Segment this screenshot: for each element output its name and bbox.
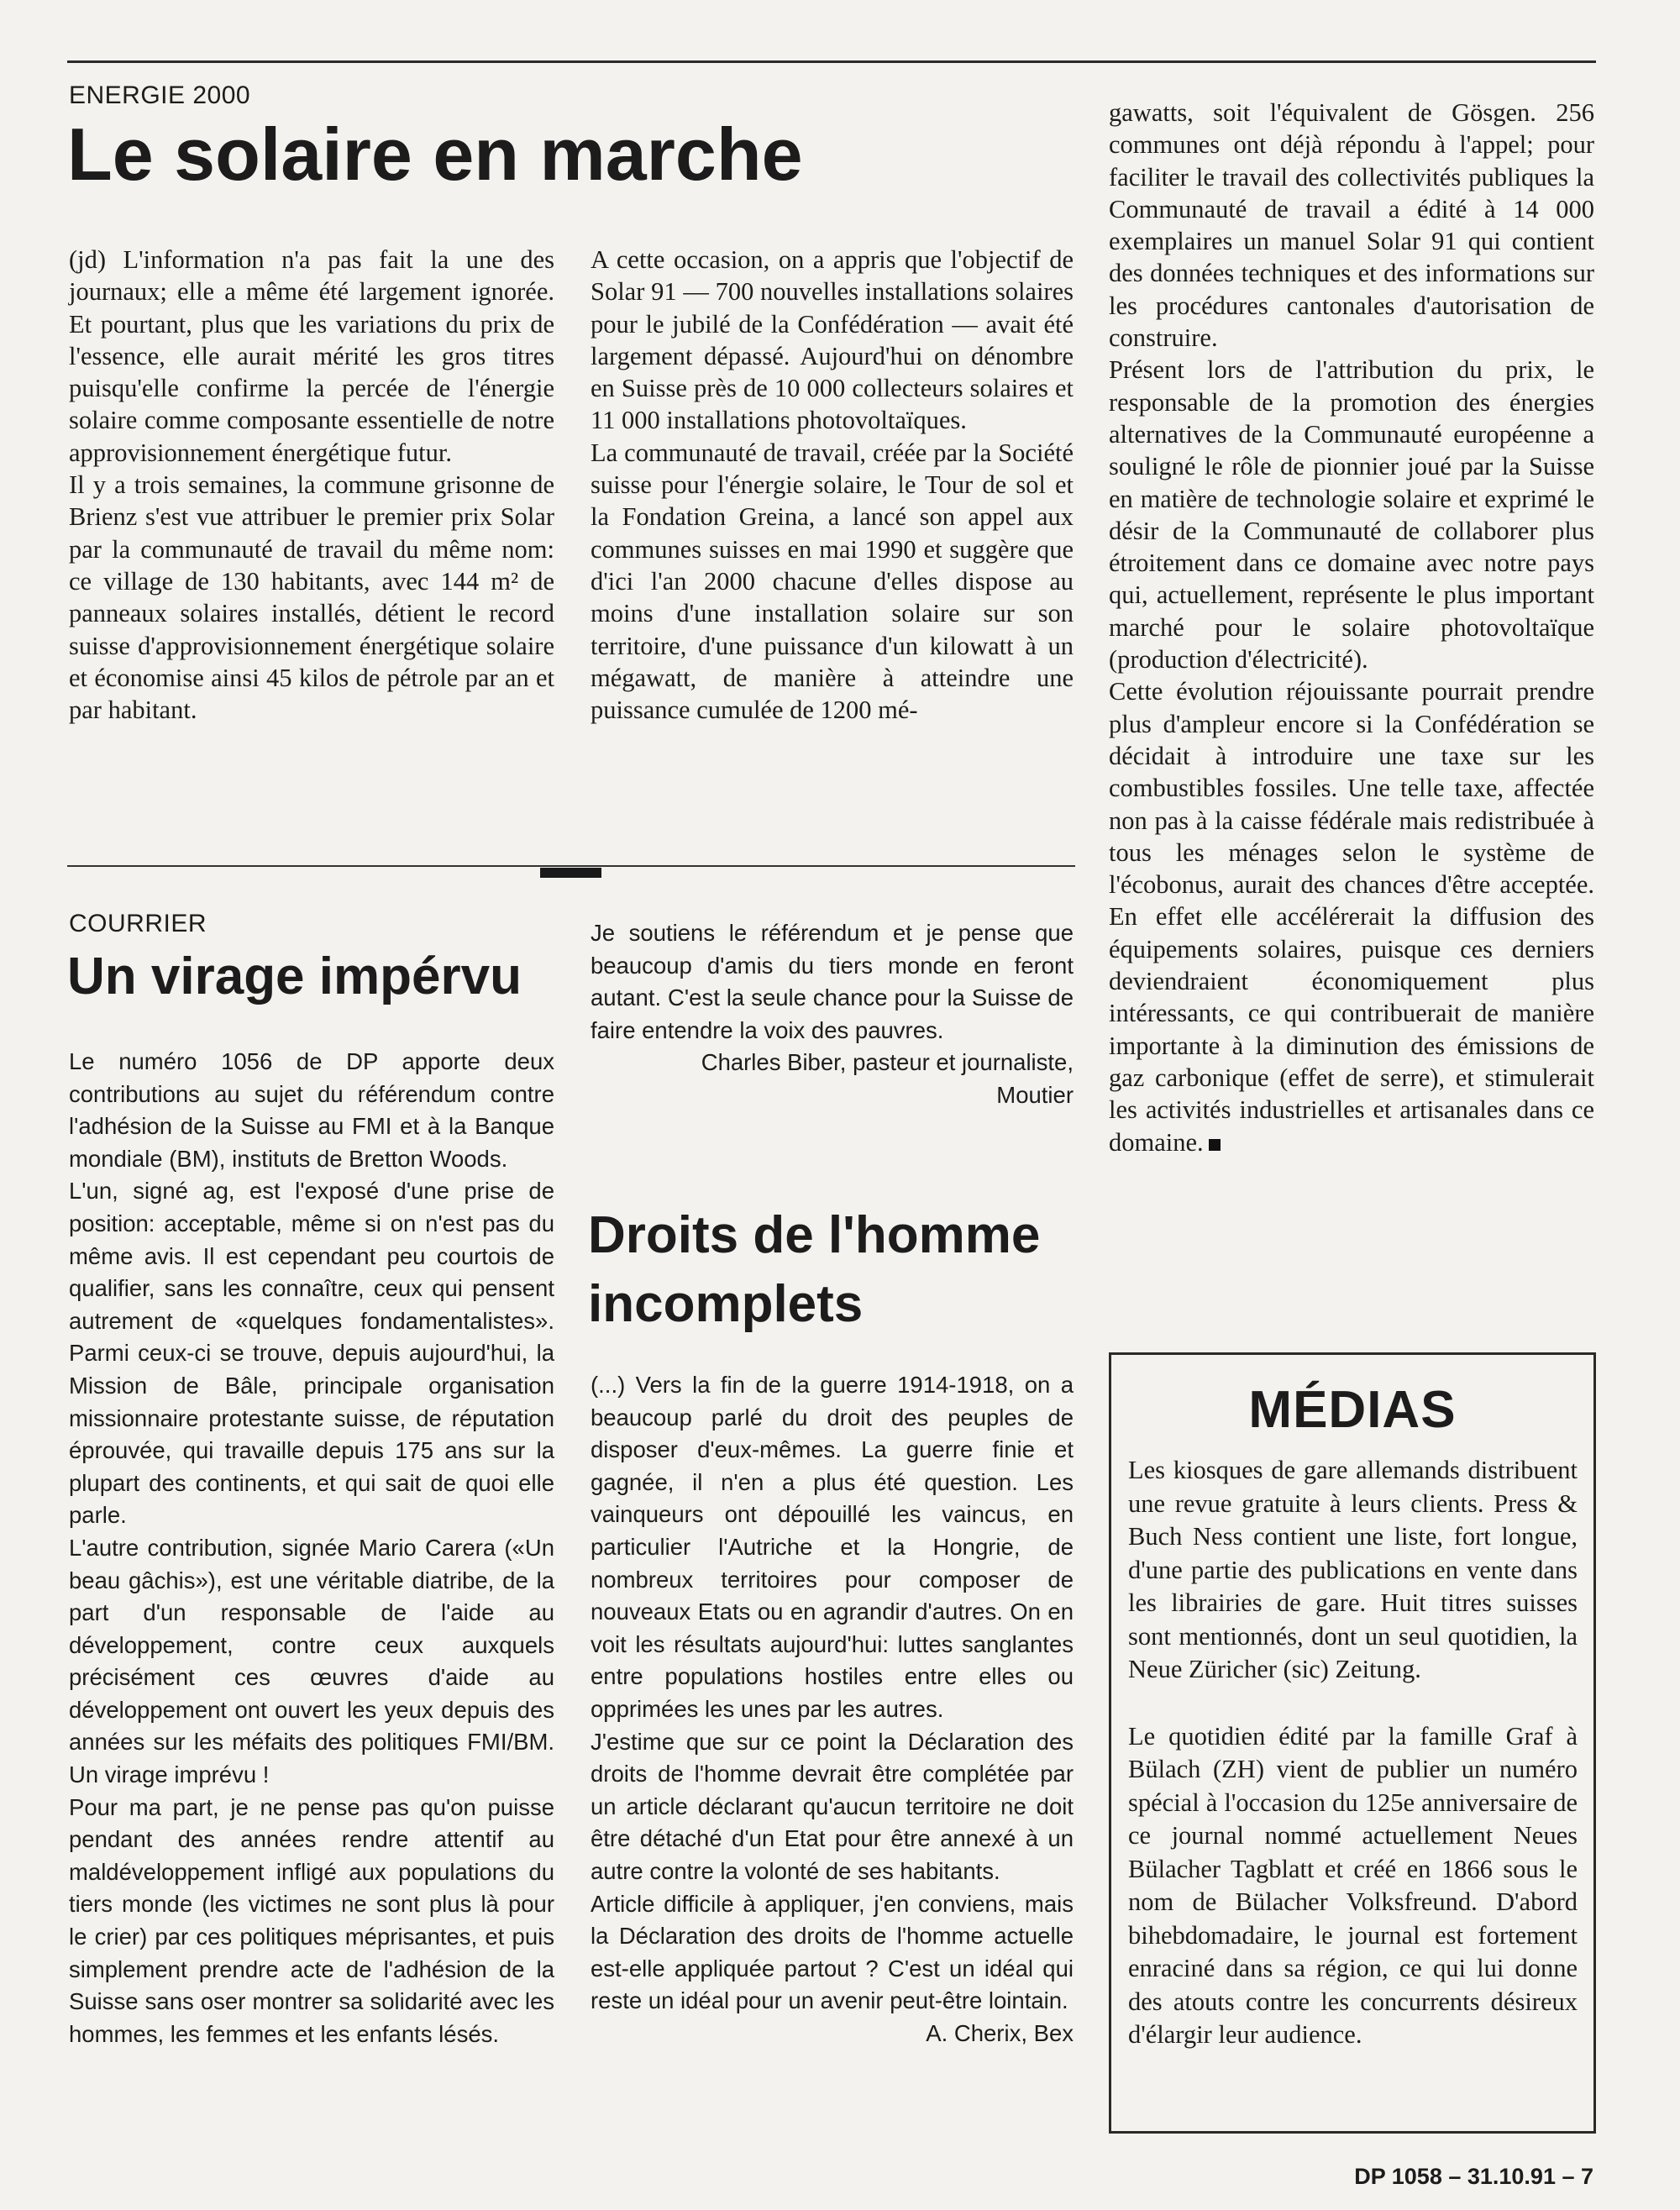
headline-droits (588, 1201, 1040, 1339)
paragraph: A cette occasion, on a appris que l'objectif de Solar 91 — 700 nouvelles installations solaires pour le jubilé de la Confédération — avait été largement dépassé. Aujourd'hui on dénombre en Suisse près de 10 000 collecteurs solaires et 11 000 installations photovoltaïques. (591, 245, 1074, 435)
paragraph: Le quotidien édité par la famille Graf à Bülach (ZH) vient de publier un numéro spécial à l'occasion du 125e anniversaire de ce journal nommé actuellement Neues Bülacher Tagblatt et créé en 1866 sous le nom de Bülacher Volksfreund. D'abord bihebdomadaire, le journal est fortement enraciné dans sa région, ce qui lui donne des atouts contre les concurrents désireux d'élargir leur audience. (1128, 1721, 1578, 2049)
medias-box (1109, 1352, 1596, 2134)
headline-virage: Un virage impérvu (67, 948, 522, 1005)
paragraph: Pour ma part, je ne pense pas qu'on puisse pendant des années rendre attentif au maldéveloppement infligé aux populations du tiers monde (les victimes ne sont plus là pour le crier) par ces politiques méprisantes, et puis simplement prendre acte de l'adhésion de la Suisse sans oser montrer sa solidarité avec les hommes, les femmes et les enfants lésés. (69, 1793, 554, 2047)
paragraph: Présent lors de l'attribution du prix, le responsable de la promotion des énergies alternatives de la Communauté européenne a souligné le rôle de pionnier joué par la Suisse en matière de technologie solaire et exprimé le désir de la Communauté de collaborer plus étroitement dans ce domaine avec notre pays qui, actuellement, représente le plus important marché pour le solaire photovoltaïque (production d'électricité). (1109, 355, 1594, 675)
end-mark-icon (1209, 1139, 1221, 1151)
medias-title: MÉDIAS (1248, 1381, 1457, 1439)
section-kicker-courrier: COURRIER (69, 910, 207, 937)
paragraph-text: Cette évolution réjouissante pourrait prendre plus d'ampleur encore si la Confédération se décidait à introduire une taxe sur les combustibles fossiles. Une telle taxe, affectée non pas à la caisse fédérale mais redistribuée à tous les ménages selon le système de l'écobonus, aurait des chances d'être acceptée. En effet elle accélérerait la diffusion des équipements solaires, puisque ces derniers deviendraient économiquement plus intéressants, ce qui contribuerait de manière importante à la diminution des émissions de gaz carbonique (effet de serre), et stimulerait les activités industrielles et artisanales dans ce domaine. (1109, 677, 1594, 1157)
paragraph: Les kiosques de gare allemands distribuent une revue gratuite à leurs clients. Press & Buch Ness contient une liste, fort longue, d'une partie des publications en vente dans les librairies de gare. Huit titres suisses sont mentionnés, dont un seul quotidien, la Neue Züricher (sic) Zeitung. (1128, 1456, 1578, 1683)
medias-body (1128, 1454, 1578, 2052)
article-droits-body (591, 1369, 1074, 2050)
signature-biber: Charles Biber, pasteur et journaliste, Moutier (701, 1049, 1074, 1108)
headline-line: incomplets (588, 1275, 864, 1333)
page-footer: DP 1058 – 31.10.91 – 7 (1354, 2164, 1593, 2189)
headline-line: Droits de l'homme (588, 1206, 1041, 1264)
top-rule (67, 60, 1596, 63)
signature-cherix: A. Cherix, Bex (926, 2019, 1074, 2046)
paragraph: gawatts, soit l'équivalent de Gösgen. 256 communes ont déjà répondu à l'appel; pour faciliter le travail des collectivités publiques la Communauté de travail a édité à 14 000 exemplaires un manuel Solar 91 qui contient des données techniques et des informations sur les procédures cantonales d'autorisation de construire. (1109, 98, 1594, 353)
paragraph: Je soutiens le référendum et je pense que beaucoup d'amis du tiers monde en feront autant. C'est la seule chance pour la Suisse de faire entendre la voix des pauvres. (591, 920, 1074, 1043)
paragraph: (jd) L'information n'a pas fait la une des journaux; elle a même été largement ignorée. Et pourtant, plus que les variations du prix de l'essence, elle aurait mérité les gros titres puisqu'elle confirme la percée de l'énergie solaire comme composante essentielle de notre approvisionnement énergétique futur. (69, 245, 554, 467)
section-kicker-energie: ENERGIE 2000 (69, 81, 251, 109)
paragraph: La communauté de travail, créée par la Société suisse pour l'énergie solaire, le Tour de sol et la Fondation Greina, a lancé son appel aux communes suisses en mai 1990 et suggère que d'ici l'an 2000 chacune d'elles dispose au moins d'une installation solaire sur son territoire, d'une puissance d'un kilowatt à un mégawatt, de manière à atteindre une puissance cumulée de 1200 mé- (591, 438, 1074, 725)
section-divider (67, 865, 1075, 867)
paragraph: (...) Vers la fin de la guerre 1914-1918, on a beaucoup parlé du droit des peuples de disposer d'eux-mêmes. La guerre finie et gagnée, il n'en a plus été question. Les vainqueurs ont dépouillé les vaincus, en particulier l'Autriche et la Hongrie, de nombreux territoires pour composer de nouveaux Etats ou en agrandir d'autres. On en voit les résultats aujourd'hui: luttes sanglantes entre populations hostiles entre elles ou opprimées les unes par les autres. (591, 1372, 1074, 1722)
paragraph: Le numéro 1056 de DP apporte deux contributions au sujet du référendum contre l'adhésion de la Suisse au FMI et à la Banque mondiale (BM), instituts de Bretton Woods. (69, 1048, 554, 1172)
paragraph: L'autre contribution, signée Mario Carera («Un beau gâchis»), est une véritable diatribe, de la part d'un responsable de l'aide au développement, contre ceux auxquels précisément ces œuvres d'aide au développement ont ouvert les yeux depuis des années sur les méfaits des politiques FMI/BM. Un virage imprévu ! (69, 1534, 554, 1788)
paragraph: J'estime que sur ce point la Déclaration des droits de l'homme devrait être complétée par un article déclarant qu'aucun territoire ne doit être détaché d'un Etat pour être annexé à un autre contre la volonté de ses habitants. (591, 1728, 1074, 1884)
article-courrier-col2 (591, 917, 1074, 1112)
paragraph: Article difficile à appliquer, j'en conviens, mais la Déclaration des droits de l'homme actuelle est-elle appliquée partout ? C'est un idéal qui reste un idéal pour un avenir peut-être lointain. (591, 1890, 1074, 2014)
paragraph: L'un, signé ag, est l'exposé d'une prise de position: acceptable, même si on n'est pas du même avis. Il est cependant peu courtois de qualifier, sans les connaître, ceux qui pensent autrement de «quelques fondamentalistes». Parmi ceux-ci se trouve, depuis aujourd'hui, la Mission de Bâle, principale organisation missionnaire protestante suisse, de réputation éprouvée, qui travaille depuis 175 ans sur la plupart des continents, et qui sait de quoi elle parle. (69, 1178, 554, 1529)
paragraph: Il y a trois semaines, la commune grisonne de Brienz s'est vue attribuer le premier prix Solar par la communauté de travail du même nom: ce village de 130 habitants, avec 144 m² de panneaux solaires installés, détient le record suisse d'approvisionnement énergétique solaire et économise ainsi 45 kilos de pétrole par an et par habitant. (69, 470, 554, 725)
divider-mark (540, 868, 601, 878)
headline-solaire: Le solaire en marche (67, 113, 803, 196)
article-solaire-col3 (1109, 97, 1594, 1158)
article-solaire-col2 (591, 244, 1074, 726)
article-solaire-col1 (69, 244, 554, 726)
article-courrier-col1 (69, 1046, 554, 2050)
paragraph (1109, 675, 1594, 1157)
